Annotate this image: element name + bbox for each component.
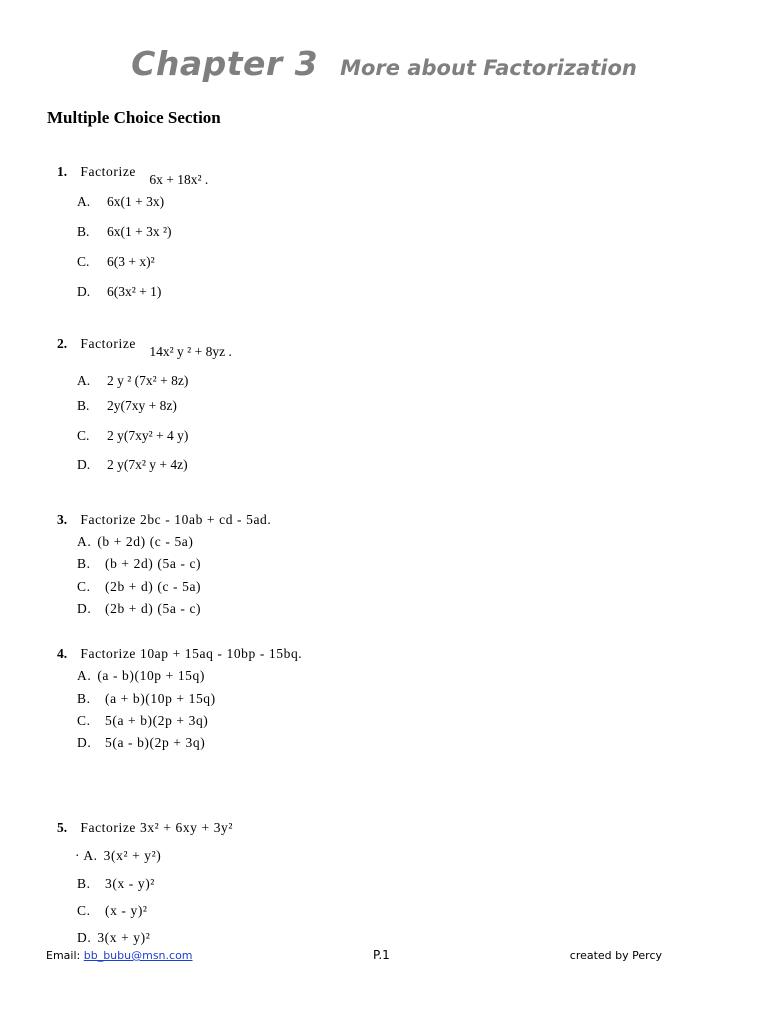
option-text: 3(x - y)² xyxy=(105,876,155,891)
option-text: 6x(1 + 3x) xyxy=(107,194,165,209)
footer-credit: created by Percy xyxy=(569,949,662,962)
option-2d xyxy=(77,457,188,473)
option-text: 2y(7xy + 8z) xyxy=(107,398,177,413)
option-label: A. xyxy=(77,668,92,683)
page-footer xyxy=(46,949,666,965)
option-2a xyxy=(77,373,188,389)
option-text: 2 y ² (7x² + 8z) xyxy=(107,373,189,388)
option-label: B. xyxy=(77,691,91,706)
page-number: P.1 xyxy=(373,948,390,962)
option-label: A. xyxy=(77,534,92,549)
question-number: 1. xyxy=(57,164,68,179)
option-text: (x - y)² xyxy=(105,903,148,918)
option-4b xyxy=(77,691,216,707)
option-3a xyxy=(77,534,193,550)
option-5d xyxy=(77,930,150,946)
option-4d xyxy=(77,735,205,751)
question-number: 4. xyxy=(57,646,68,661)
option-label: A. xyxy=(77,373,91,388)
question-stem: Factorize 2bc - 10ab + cd - 5ad. xyxy=(80,512,272,527)
option-1b xyxy=(77,224,172,240)
option-label: C. xyxy=(77,903,91,918)
option-3c xyxy=(77,579,201,595)
question-3 xyxy=(57,512,271,528)
email-link[interactable]: bb_bubu@msn.com xyxy=(83,949,193,962)
option-text: 3(x² + y²) xyxy=(103,848,162,863)
option-label: D. xyxy=(77,284,91,299)
option-4c xyxy=(77,713,208,729)
option-text: 2 y(7xy² + 4 y) xyxy=(107,428,189,443)
option-1a xyxy=(77,194,164,210)
option-text: (b + 2d) (c - 5a) xyxy=(97,534,194,549)
question-5 xyxy=(57,820,233,836)
option-1d xyxy=(77,284,161,300)
option-text: (a + b)(10p + 15q) xyxy=(105,691,216,706)
question-stem: Factorize xyxy=(80,336,136,351)
option-text: 5(a - b)(2p + 3q) xyxy=(105,735,206,750)
option-label: D. xyxy=(77,457,91,472)
option-label: D. xyxy=(77,930,92,945)
option-1c xyxy=(77,254,155,270)
question-number: 3. xyxy=(57,512,68,527)
option-2c xyxy=(77,428,188,444)
question-stem: Factorize 10ap + 15aq - 10bp - 15bq. xyxy=(80,646,303,661)
option-text: (2b + d) (5a - c) xyxy=(105,601,202,616)
question-expression: 6x + 18x² . xyxy=(149,172,209,187)
option-text: (2b + d) (c - 5a) xyxy=(105,579,202,594)
footer-email xyxy=(46,949,193,962)
option-text: (b + 2d) (5a - c) xyxy=(105,556,202,571)
option-5b xyxy=(77,876,155,892)
section-title: Multiple Choice Section xyxy=(47,108,221,127)
option-text: (a - b)(10p + 15q) xyxy=(97,668,205,683)
option-text: 3(x + y)² xyxy=(97,930,151,945)
option-label: B. xyxy=(77,398,90,413)
option-label: D. xyxy=(77,601,92,616)
option-text: 6x(1 + 3x ²) xyxy=(107,224,172,239)
question-stem: Factorize 3x² + 6xy + 3y² xyxy=(80,820,234,835)
option-5c xyxy=(77,903,148,919)
option-label: · A. xyxy=(75,848,98,863)
option-3b xyxy=(77,556,201,572)
question-4 xyxy=(57,646,302,662)
option-label: C. xyxy=(77,713,91,728)
question-number: 5. xyxy=(57,820,68,835)
option-label: A. xyxy=(77,194,91,209)
option-text: 6(3 + x)² xyxy=(107,254,155,269)
option-label: B. xyxy=(77,556,91,571)
question-stem: Factorize xyxy=(80,164,136,179)
option-label: C. xyxy=(77,579,91,594)
chapter-title: Chapter 3 xyxy=(131,44,319,83)
option-text: 6(3x² + 1) xyxy=(107,284,162,299)
chapter-subtitle: More about Factorization xyxy=(340,56,637,80)
page-title xyxy=(0,44,768,83)
question-2 xyxy=(57,336,232,359)
option-label: C. xyxy=(77,254,90,269)
option-label: C. xyxy=(77,428,90,443)
question-number: 2. xyxy=(57,336,68,351)
option-5a xyxy=(75,848,161,864)
email-label: Email: xyxy=(46,949,81,962)
option-2b xyxy=(77,398,177,414)
option-label: B. xyxy=(77,876,91,891)
question-1 xyxy=(57,164,209,187)
option-text: 2 y(7x² y + 4z) xyxy=(107,457,188,472)
option-label: B. xyxy=(77,224,90,239)
option-3d xyxy=(77,601,201,617)
option-label: D. xyxy=(77,735,92,750)
option-4a xyxy=(77,668,205,684)
option-text: 5(a + b)(2p + 3q) xyxy=(105,713,209,728)
question-expression: 14x² y ² + 8yz . xyxy=(149,344,232,359)
